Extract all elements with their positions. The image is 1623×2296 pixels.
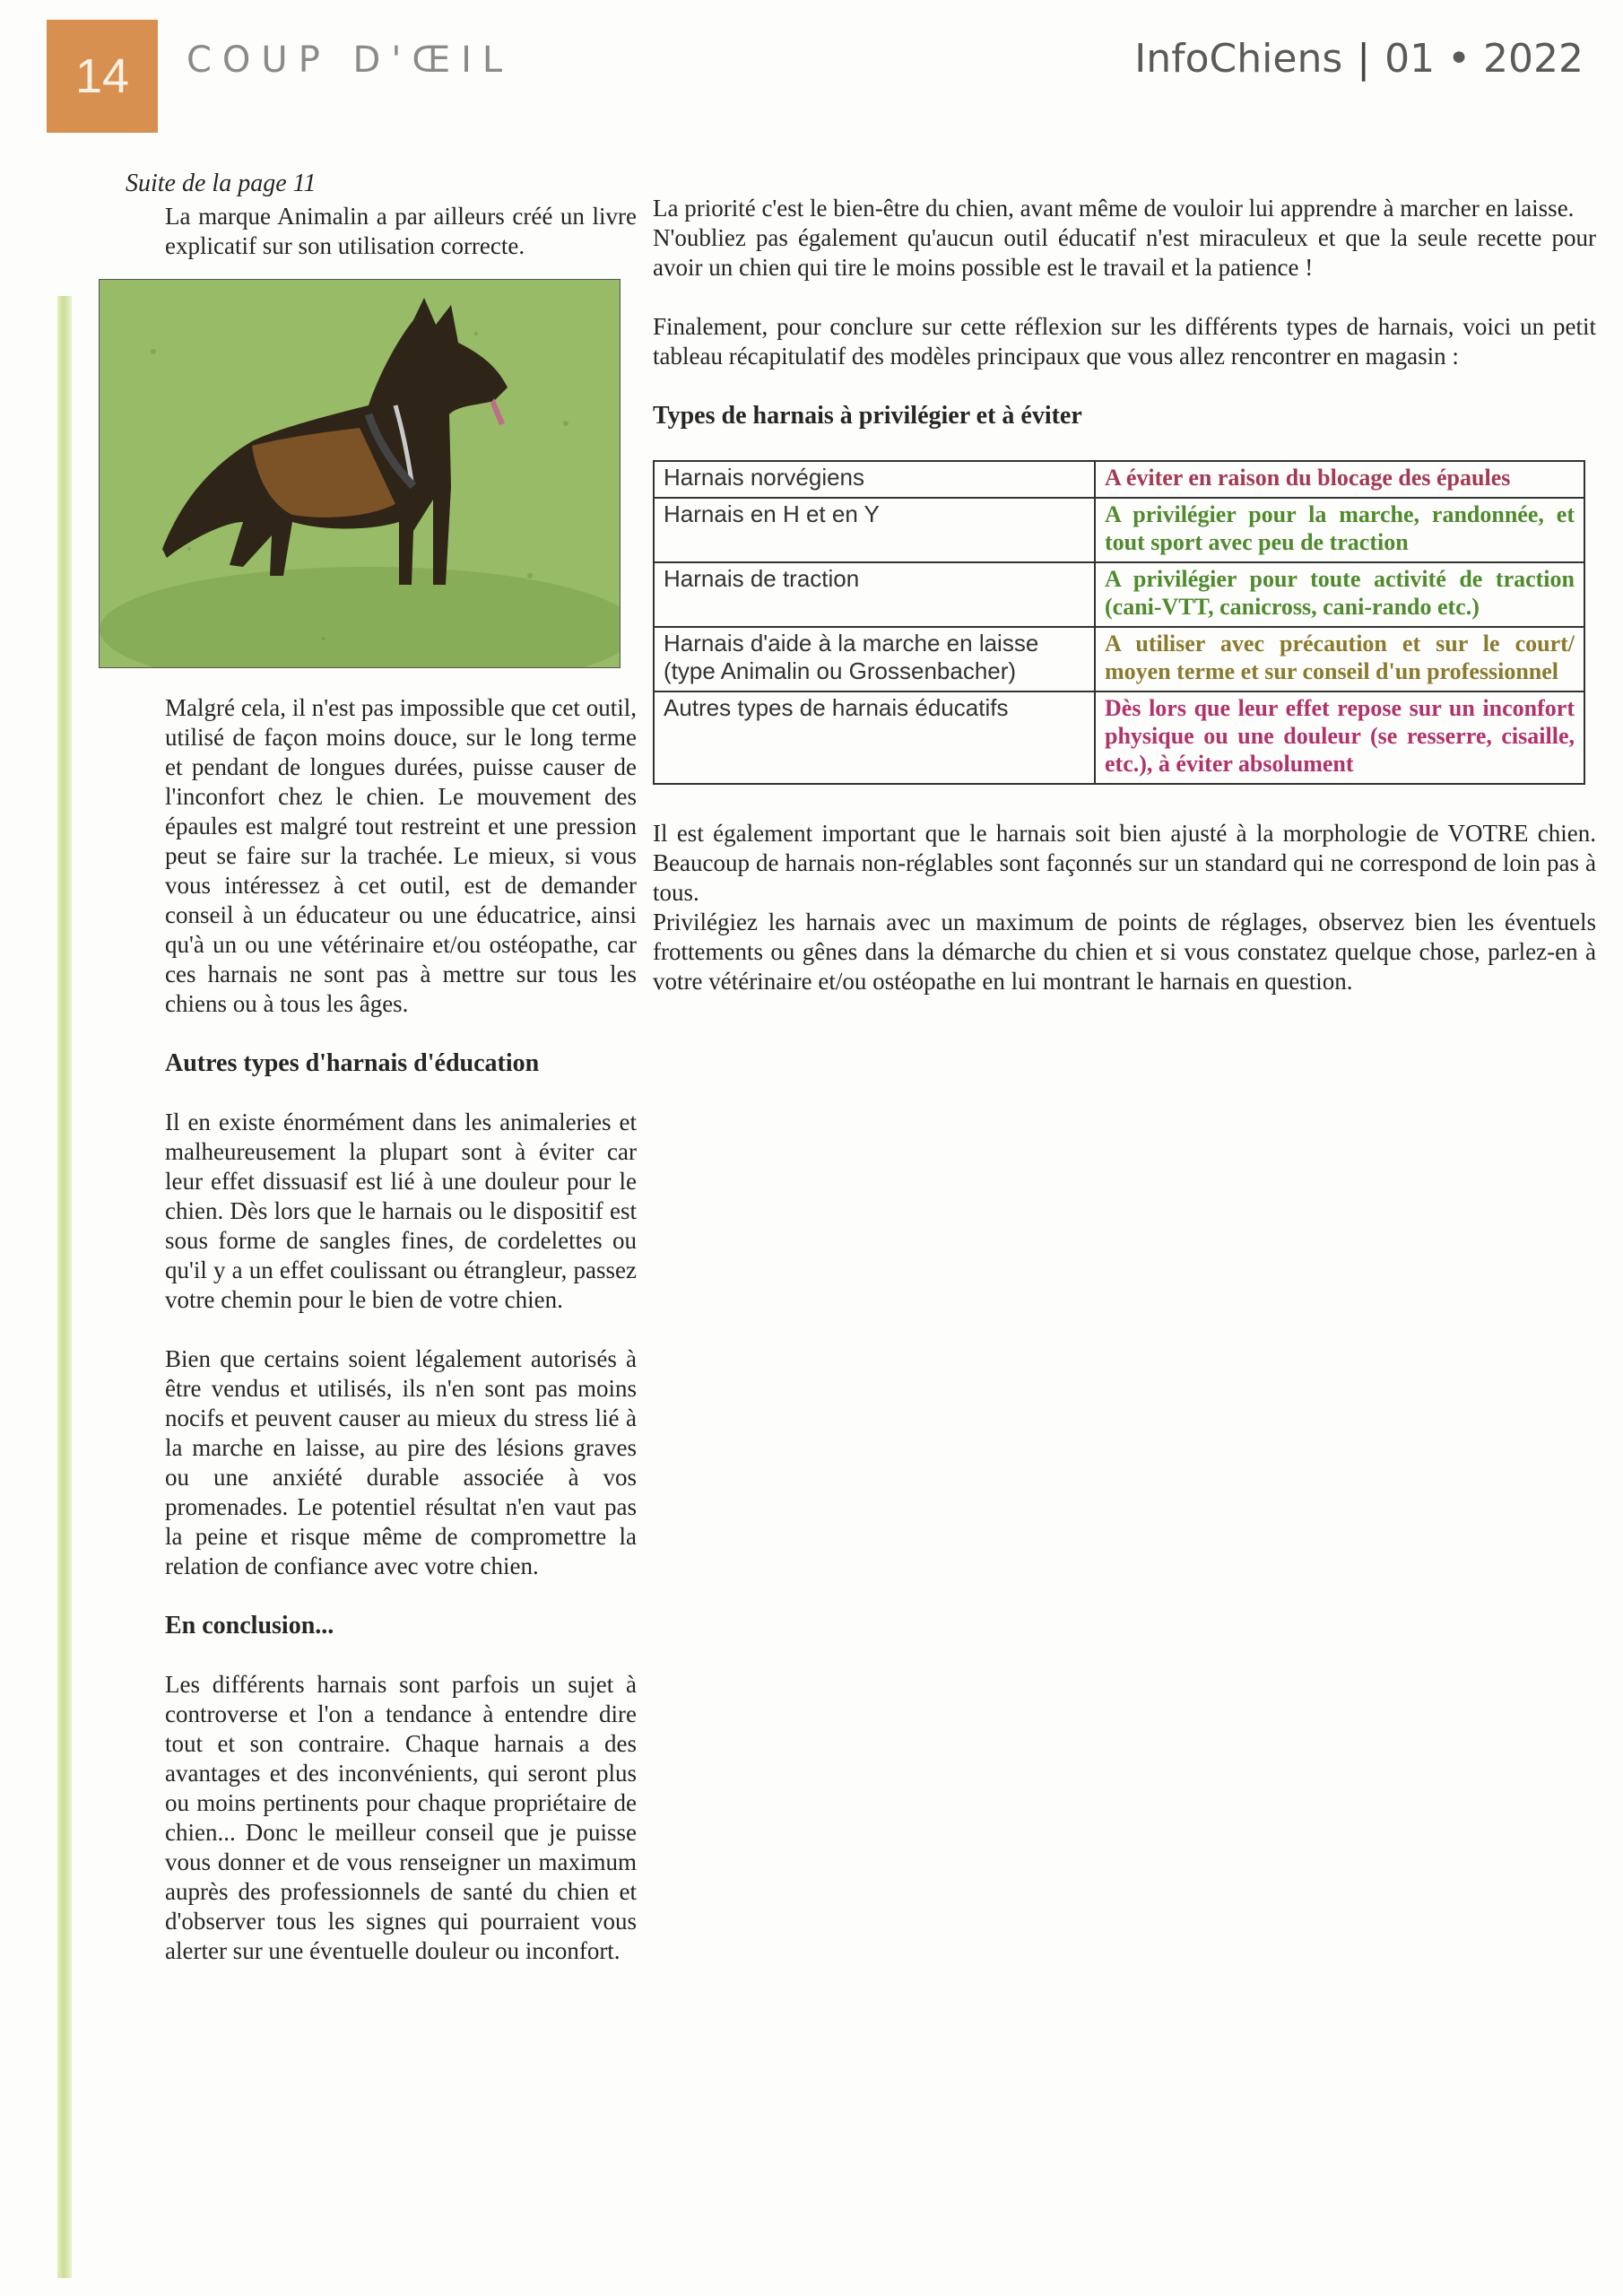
adjustment-paragraph: Privilégiez les harnais avec un maximum de points de réglages, observez bien les éventuels frottements ou gênes dans la démarche du chien et si vous constatez quelque chose, parlez-en à votre vétérinaire et/ou ostéopathe en lui montrant le harnais en question.	[653, 909, 1596, 995]
conclusion-paragraph: Les différents harnais sont parfois un sujet à controverse et l'on a tendance à entendre dire tout et son contraire. Chaque harnais a des avantages et des inconvénients, qui seront plus ou moins pertinents pour chaque propriétaire de chien... Donc le meilleur conseil que je puisse vous donner et de vous renseigner un maximum auprès des professionnels de santé du chien et d'observer tous les signes qui pourraient vous alerter sur une éventuelle douleur ou inconfort.	[165, 1671, 637, 1964]
table-row	[654, 461, 1584, 498]
left-column	[126, 169, 637, 1966]
legal-harness-paragraph: Bien que certains soient légalement autorisés à être vendus et utilisés, ils n'en sont pas moins nocifs et peuvent causer au mieux du stress lié à la marche en laisse, au pire des lésions graves ou une anxiété durable associée à vos promenades. Le potentiel résultat n'en vaut pas la peine et risque même de compromettre la relation de confiance avec votre chien.	[165, 1345, 637, 1579]
right-column	[653, 194, 1596, 996]
harness-type-cell: Harnais de traction	[654, 562, 1095, 627]
harness-type-cell: Harnais en H et en Y	[654, 498, 1095, 562]
table-row	[654, 498, 1584, 562]
fit-paragraph: Il est également important que le harnais soit bien ajusté à la morphologie de VOTRE chien. Beaucoup de harnais non-réglables sont façonnés sur un standard qui ne correspond de loin pas à tous.	[653, 820, 1596, 906]
priority-paragraph: La priorité c'est le bien-être du chien, avant même de vouloir lui apprendre à marcher en laisse.	[653, 195, 1575, 222]
section-title: COUP D'ŒIL	[187, 39, 514, 81]
table-title: Types de harnais à privilégier et à éviter	[653, 402, 1082, 430]
table-row	[654, 562, 1584, 627]
publication-name: InfoChiens	[1134, 36, 1343, 82]
page-edge-stripe	[57, 296, 72, 2278]
table-row	[654, 691, 1584, 784]
intro-paragraph: La marque Animalin a par ailleurs créé un livre explicatif sur son utilisation correcte.	[165, 203, 637, 259]
harness-type-cell: Harnais norvégiens	[654, 461, 1095, 498]
masthead	[1134, 36, 1584, 82]
masthead-separator: |	[1357, 36, 1371, 82]
harness-verdict-cell: A éviter en raison du blocage des épaules	[1095, 461, 1584, 498]
german-shepherd-illustration	[100, 280, 620, 667]
harness-summary-table	[653, 460, 1585, 785]
dog-photo	[99, 279, 621, 668]
no-miracle-tool-paragraph: N'oubliez pas également qu'aucun outil éducatif n'est miraculeux et que la seule recette pour avoir un chien qui tire le moins possible est le travail et la patience !	[653, 224, 1596, 281]
harness-verdict-cell: A privilégier pour la marche, randonnée, et tout sport avec peu de traction	[1095, 498, 1584, 562]
harness-verdict-cell: A privilégier pour toute activité de traction (cani-VTT, canicross, cani-rando etc.)	[1095, 562, 1584, 627]
other-harness-subheading: Autres types d'harnais d'éducation	[165, 1049, 540, 1077]
harness-verdict-cell: Dès lors que leur effet repose sur un inconfort physique ou une douleur (se resserre, cisaille, etc.), à éviter absolument	[1095, 691, 1584, 784]
page-number-badge: 14	[47, 20, 158, 133]
pet-store-harness-paragraph: Il en existe énormément dans les animaleries et malheureusement la plupart sont à éviter car leur effet dissuasif est lié à une douleur pour le chien. Dès lors que le harnais ou le dispositif est sous forme de sangles fines, de cordelettes ou qu'il y a un effet coulissant ou étrangleur, passez votre chemin pour le bien de votre chien.	[165, 1109, 637, 1313]
harness-caution-paragraph: Malgré cela, il n'est pas impossible que cet outil, utilisé de façon moins douce, sur le long terme et pendant de longues durées, puisse causer de l'inconfort chez le chien. Le mouvement des épaules est malgré tout restreint et une pression peut se faire sur la trachée. Le mieux, si vous vous intéressez à cet outil, est de demander conseil à un éducateur ou une éducatrice, ainsi qu'à un ou une vétérinaire et/ou ostéopathe, car ces harnais ne sont pas à mettre sur tous les chiens ou à tous les âges.	[165, 694, 637, 1017]
continued-note: Suite de la page 11	[126, 170, 317, 197]
conclusion-subheading: En conclusion...	[165, 1612, 334, 1639]
issue-number: 01 • 2022	[1384, 36, 1584, 82]
harness-type-cell: Autres types de harnais éducatifs	[654, 691, 1095, 784]
table-intro-paragraph: Finalement, pour conclure sur cette réflexion sur les différents types de harnais, voici un petit tableau récapitulatif des modèles principaux que vous allez rencontrer en magasin :	[653, 313, 1596, 370]
harness-verdict-cell: A utiliser avec précaution et sur le court/ moyen terme et sur conseil d'un professionnel	[1095, 627, 1584, 691]
table-row	[654, 627, 1584, 691]
harness-type-cell: Harnais d'aide à la marche en laisse (type Animalin ou Grossenbacher)	[654, 627, 1095, 691]
